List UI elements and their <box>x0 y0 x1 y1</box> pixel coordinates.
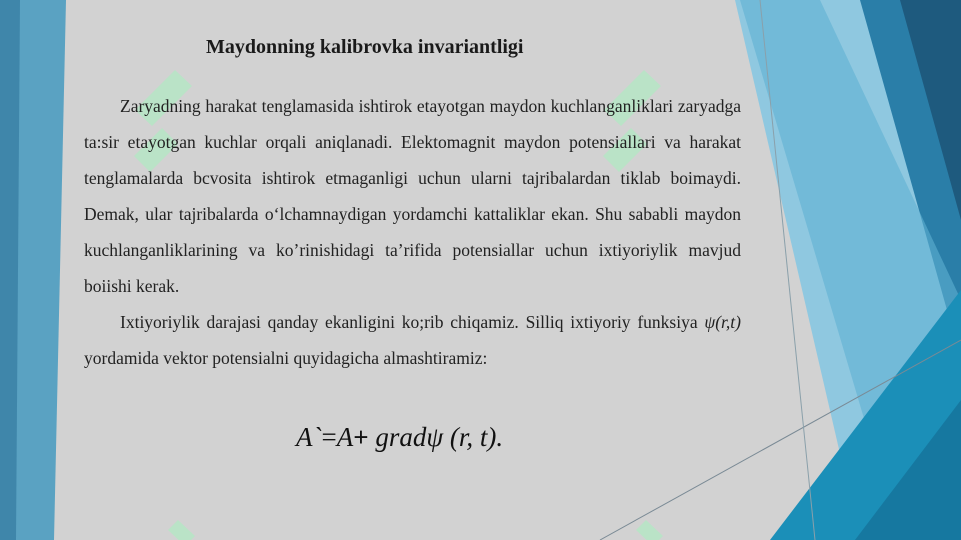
formula-lhs: A` <box>296 422 322 452</box>
paragraph-1: Zaryadning harakat tenglamasida ishtirok etayotgan maydon kuchlanganliklari zaryadga ta:sir etayotgan kuchlar orqali aniqlanadi. Elektomagnit maydon potensiallari va harakat tenglamalarda bcvosita ishtirok etmaganligi uchun ularni tajribalardan tiklab boimaydi. Demak, ular tajribalarda o‘lchamnaydigan yordamchi kattaliklar ekan. Shu sababli maydon kuchlanganliklarining va ko’rinishidagi ta’rifida potensiallar uchun ixtiyoriylik mavjud boiishi kerak. <box>84 96 741 296</box>
formula-args: (r, t). <box>449 422 504 452</box>
gauge-formula <box>296 422 503 453</box>
formula-plus: + <box>353 422 369 452</box>
slide-title: Maydonning kalibrovka invariantligi <box>206 36 524 58</box>
formula-grad: gradψ <box>375 422 444 452</box>
paragraph-2-end: yordamida vektor potensialni quyidagicha almashtiramiz: <box>84 348 488 368</box>
formula-a: A <box>336 422 354 452</box>
paragraph-2 <box>84 304 741 376</box>
function-psi: ψ(r,t) <box>704 312 741 332</box>
content-body <box>84 88 741 376</box>
formula-equals: = <box>321 422 337 452</box>
paragraph-2-start: Ixtiyoriylik darajasi qanday ekanligini ko;rib chiqamiz. Silliq ixtiyoriy funksiya <box>120 312 705 332</box>
